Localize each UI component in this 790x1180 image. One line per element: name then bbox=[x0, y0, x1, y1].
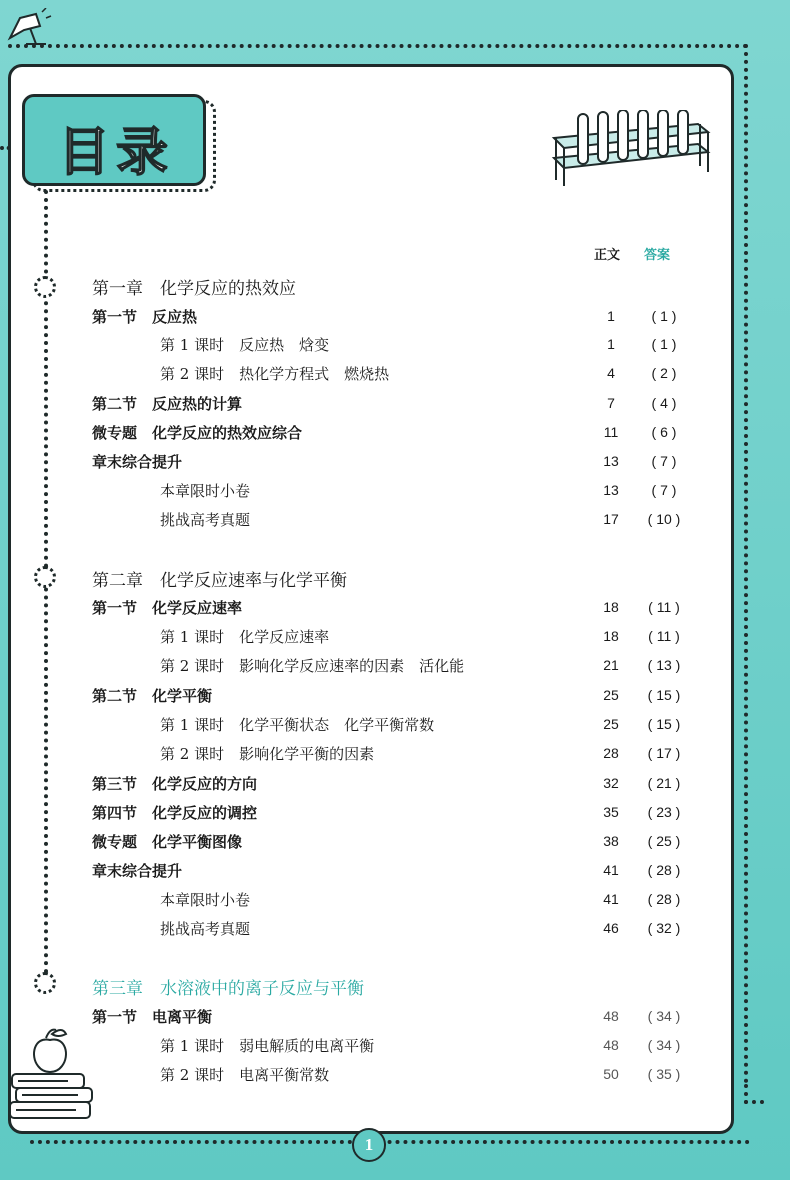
toc-label: 第二章 化学反应速率与化学平衡 bbox=[92, 571, 347, 591]
dotted-border-bottom bbox=[30, 1140, 750, 1144]
toc-row[interactable] bbox=[0, 655, 700, 679]
toc-label: 第 1 课时 弱电解质的电离平衡 bbox=[160, 1037, 375, 1055]
toc-answer-page: ( 11 ) bbox=[648, 628, 680, 644]
toc-page: 25 bbox=[603, 687, 619, 703]
toc-label: 第二节 化学平衡 bbox=[92, 687, 213, 705]
toc-answer-page: ( 17 ) bbox=[647, 745, 681, 761]
toc-answer-page: ( 7 ) bbox=[651, 482, 677, 498]
toc-answer-page: ( 4 ) bbox=[651, 395, 677, 411]
toc-label: 第一节 化学反应速率 bbox=[92, 599, 243, 617]
toc-page: 17 bbox=[603, 511, 619, 527]
toc-label: 挑战高考真题 bbox=[160, 920, 251, 938]
toc-answer-page: ( 28 ) bbox=[647, 862, 681, 878]
toc-label: 挑战高考真题 bbox=[160, 511, 251, 529]
toc-row[interactable] bbox=[0, 802, 700, 826]
toc-label: 第 2 课时 影响化学平衡的因素 bbox=[160, 745, 375, 763]
toc-label: 本章限时小卷 bbox=[160, 482, 251, 500]
toc-row[interactable] bbox=[0, 773, 700, 797]
toc-answer-page: ( 35 ) bbox=[647, 1066, 681, 1082]
toc-page: 25 bbox=[603, 716, 619, 732]
toc-page: 48 bbox=[603, 1037, 619, 1053]
toc-label: 第 1 课时 反应热 焓变 bbox=[160, 336, 330, 354]
toc-page: 46 bbox=[603, 920, 619, 936]
toc-page: 4 bbox=[607, 365, 615, 381]
toc-page: 35 bbox=[603, 804, 619, 820]
toc-answer-page: ( 32 ) bbox=[647, 920, 681, 936]
toc-answer-page: ( 1 ) bbox=[651, 308, 677, 324]
toc-answer-page: ( 15 ) bbox=[647, 716, 681, 732]
toc-label: 第一节 反应热 bbox=[92, 308, 198, 326]
dotted-border-corner bbox=[744, 1084, 764, 1104]
toc-page: 13 bbox=[603, 453, 619, 469]
test-tube-rack-icon bbox=[548, 110, 714, 188]
toc-row[interactable] bbox=[0, 393, 700, 417]
toc-answer-page: ( 25 ) bbox=[647, 833, 681, 849]
toc-page: 32 bbox=[603, 775, 619, 791]
toc-row[interactable] bbox=[0, 509, 700, 533]
column-header-answer: 答案 bbox=[644, 248, 671, 263]
toc-label: 第 2 课时 电离平衡常数 bbox=[160, 1066, 330, 1084]
toc-row[interactable] bbox=[0, 1064, 700, 1088]
toc-answer-page: ( 28 ) bbox=[647, 891, 681, 907]
toc-page: 41 bbox=[603, 891, 619, 907]
toc-answer-page: ( 10 ) bbox=[647, 511, 681, 527]
toc-row[interactable] bbox=[0, 1006, 700, 1030]
toc-label: 本章限时小卷 bbox=[160, 891, 251, 909]
toc-page: 50 bbox=[603, 1066, 619, 1082]
toc-label: 微专题 化学反应的热效应综合 bbox=[92, 424, 303, 442]
toc-answer-page: ( 7 ) bbox=[651, 453, 677, 469]
toc-page: 18 bbox=[603, 628, 619, 644]
toc-page: 1 bbox=[607, 308, 615, 324]
toc-label: 微专题 化学平衡图像 bbox=[92, 833, 243, 851]
toc-row[interactable] bbox=[0, 1035, 700, 1059]
toc-answer-page: ( 2 ) bbox=[651, 365, 677, 381]
toc-page: 28 bbox=[603, 745, 619, 761]
toc-row[interactable] bbox=[0, 889, 700, 913]
toc-row[interactable] bbox=[0, 685, 700, 709]
desk-lamp-icon bbox=[6, 8, 52, 48]
toc-row[interactable] bbox=[0, 451, 700, 475]
toc-row[interactable] bbox=[0, 334, 700, 358]
toc-page: 38 bbox=[603, 833, 619, 849]
toc-label: 第一节 电离平衡 bbox=[92, 1008, 213, 1026]
column-header-main: 正文 bbox=[594, 248, 621, 263]
toc-page: 13 bbox=[603, 482, 619, 498]
toc-answer-page: ( 15 ) bbox=[647, 687, 681, 703]
toc-label: 第 1 课时 化学反应速率 bbox=[160, 628, 330, 646]
toc-answer-page: ( 1 ) bbox=[651, 336, 677, 352]
toc-label: 章末综合提升 bbox=[92, 862, 183, 880]
toc-answer-page: ( 6 ) bbox=[651, 424, 677, 440]
dotted-border-top bbox=[8, 44, 748, 48]
toc-label: 第 2 课时 热化学方程式 燃烧热 bbox=[160, 365, 390, 383]
page-title: 目录 bbox=[58, 123, 175, 183]
toc-row[interactable] bbox=[0, 974, 700, 998]
toc-label: 章末综合提升 bbox=[92, 453, 183, 471]
toc-page: 11 bbox=[603, 424, 619, 440]
toc-answer-page: ( 13 ) bbox=[647, 657, 681, 673]
toc-row[interactable] bbox=[0, 566, 700, 590]
toc-row[interactable] bbox=[0, 626, 700, 650]
toc-answer-page: ( 21 ) bbox=[647, 775, 681, 791]
toc-row[interactable] bbox=[0, 743, 700, 767]
toc-page: 21 bbox=[603, 657, 619, 673]
toc-answer-page: ( 23 ) bbox=[647, 804, 681, 820]
toc-row[interactable] bbox=[0, 918, 700, 942]
toc-label: 第二节 反应热的计算 bbox=[92, 395, 243, 413]
toc-label: 第三节 化学反应的方向 bbox=[92, 775, 258, 793]
toc-page: 18 bbox=[603, 599, 619, 615]
toc-label: 第三章 水溶液中的离子反应与平衡 bbox=[92, 979, 364, 999]
page-number-badge: 1 bbox=[352, 1128, 386, 1162]
toc-row[interactable] bbox=[0, 714, 700, 738]
apple-on-books-icon bbox=[8, 1026, 98, 1122]
toc-row[interactable] bbox=[0, 480, 700, 504]
toc-label: 第一章 化学反应的热效应 bbox=[92, 279, 296, 299]
toc-label: 第四节 化学反应的调控 bbox=[92, 804, 258, 822]
toc-answer-page: ( 34 ) bbox=[647, 1008, 681, 1024]
toc-page: 48 bbox=[603, 1008, 619, 1024]
dotted-border-right bbox=[744, 44, 748, 1084]
toc-label: 第 2 课时 影响化学反应速率的因素 活化能 bbox=[160, 657, 465, 675]
toc-row[interactable] bbox=[0, 274, 700, 298]
toc-row[interactable] bbox=[0, 363, 700, 387]
toc-page: 1 bbox=[607, 336, 615, 352]
toc-answer-page: ( 34 ) bbox=[647, 1037, 681, 1053]
toc-row[interactable] bbox=[0, 597, 700, 621]
toc-row[interactable] bbox=[0, 831, 700, 855]
toc-page: 7 bbox=[607, 395, 615, 411]
toc-answer-page: ( 11 ) bbox=[648, 599, 680, 615]
toc-label: 第 1 课时 化学平衡状态 化学平衡常数 bbox=[160, 716, 435, 734]
toc-row[interactable] bbox=[0, 422, 700, 446]
toc-page: 41 bbox=[603, 862, 619, 878]
toc-row[interactable] bbox=[0, 306, 700, 330]
toc-row[interactable] bbox=[0, 860, 700, 884]
